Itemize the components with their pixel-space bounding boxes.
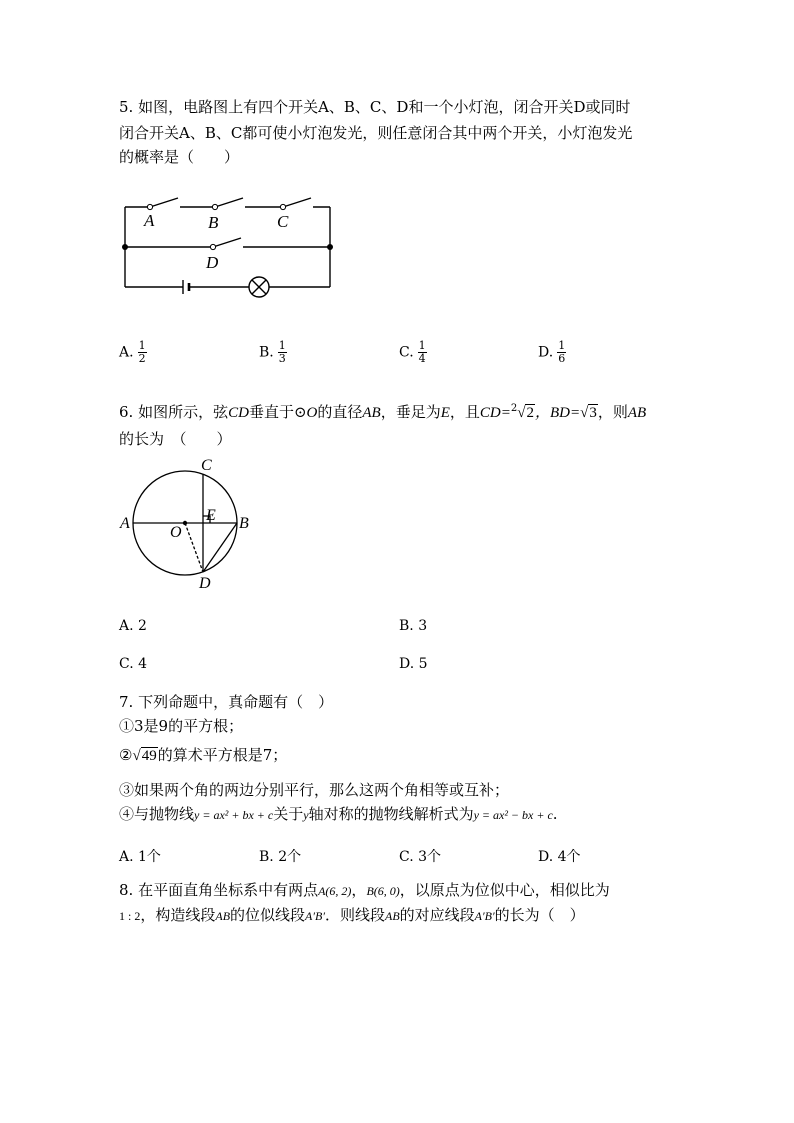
point-label-c: C: [201, 457, 212, 474]
q5-line2: 闭合开关A、B、C都可使小灯泡发光，则任意闭合其中两个开关，小灯泡发光: [119, 124, 633, 142]
q6-option-b: B. 3: [399, 618, 428, 634]
switch-label-a: A: [144, 211, 155, 230]
circuit-diagram: [115, 190, 340, 300]
switch-label-c: C: [277, 212, 289, 231]
q7-statement-1: ①3是9的平方根；: [119, 717, 244, 735]
point-label-d: D: [199, 575, 211, 592]
point-label-b: B: [239, 515, 249, 532]
q6-option-a: A. 2: [119, 618, 147, 634]
q7-stem: 7. 下列命题中，真命题有（ ）: [119, 693, 334, 711]
q8-line2: 1 : 2，构造线段AB的位似线段A′B′．则线段AB的对应线段A′B′的长为（ ）: [119, 906, 585, 924]
q5-option-c: C. $\frac{1}{4}$: [399, 339, 426, 366]
q7-option-a: A. 1个: [119, 849, 161, 865]
q6-option-c: C. 4: [119, 656, 148, 672]
q7-statement-4: ④与抛物线y = ax² + bx + c关于y轴对称的抛物线解析式为y = ax² − bx + c.: [119, 805, 558, 823]
q8-line1: 8. 在平面直角坐标系中有两点A(6, 2)，B(6, 0)，以原点为位似中心，相似比为: [119, 881, 610, 899]
q7-option-b: B. 2个: [259, 849, 302, 865]
q7-option-c: C. 3个: [399, 849, 442, 865]
switch-label-d: D: [206, 253, 219, 272]
q5-option-a: A. $\frac{1}{2}$: [119, 339, 146, 366]
q5-option-b: B. $\frac{1}{3}$: [259, 339, 286, 366]
point-label-e: E: [206, 507, 216, 524]
q6-line1: 6. 如图所示，弦CD垂直于⊙O的直径AB，垂足为E，且CD=$^2$√2，BD=√3，则AB: [119, 403, 647, 421]
q6-option-d: D. 5: [399, 656, 428, 672]
circle-geometry-figure: [115, 452, 260, 594]
point-label-o: O: [170, 524, 182, 541]
q5-option-d: D. $\frac{1}{6}$: [538, 339, 566, 366]
q5-line3: 的概率是（ ）: [119, 148, 240, 166]
q7-option-d: D. 4个: [538, 849, 581, 865]
q7-statement-2: ②√49的算术平方根是7；: [119, 746, 288, 764]
q5-line1: 5. 如图，电路图上有四个开关A、B、C、D和一个小灯泡，闭合开关D或同时: [119, 98, 631, 116]
point-label-a: A: [120, 515, 130, 532]
q7-statement-3: ③如果两个角的两边分别平行，那么这两个角相等或互补；: [119, 781, 510, 799]
switch-label-b: B: [208, 213, 219, 232]
q6-line2: 的长为 （ ）: [119, 430, 232, 448]
